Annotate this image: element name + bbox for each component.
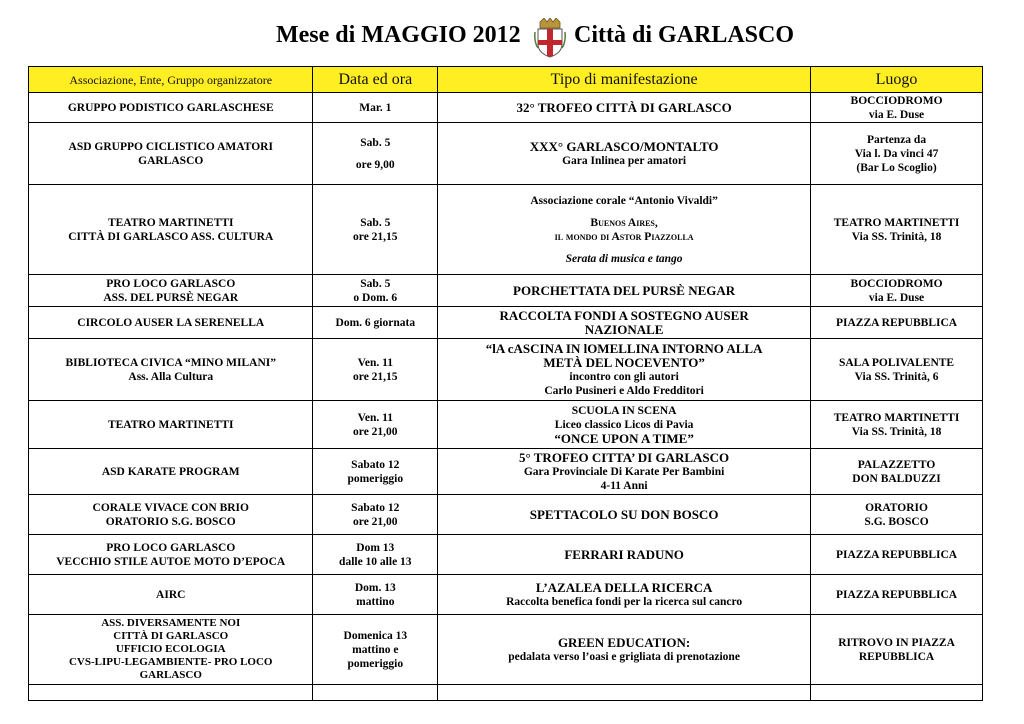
event-cell: [438, 185, 811, 275]
organizer-line: PRO LOCO GARLASCO: [106, 541, 236, 554]
event-line: Buenos Aires,: [590, 216, 658, 229]
event-line: NAZIONALE: [584, 321, 664, 337]
organizer-line: GARLASCO: [139, 669, 202, 681]
event-cell: [438, 307, 811, 339]
date-line: pomeriggio: [347, 657, 404, 670]
organizer-line: CITTÀ DI GARLASCO ASS. CULTURA: [68, 230, 274, 243]
place-line: ORATORIO: [865, 501, 928, 514]
organizer-line: ASD KARATE PROGRAM: [101, 465, 240, 478]
organizer-line: TEATRO MARTINETTI: [107, 418, 234, 431]
organizer-line: ASS. DIVERSAMENTE NOI: [101, 617, 241, 629]
event-cell: [438, 449, 811, 495]
organizer-cell: [29, 575, 313, 615]
organizer-line: Ass. Alla Cultura: [128, 370, 214, 383]
date-line: mattino: [356, 595, 395, 608]
table-row: [29, 307, 983, 339]
organizer-line: BIBLIOTECA CIVICA “MINO MILANI”: [65, 356, 277, 369]
organizer-line: AIRC: [156, 588, 186, 601]
organizer-line: GRUPPO PODISTICO GARLASCHESE: [67, 101, 274, 114]
date-line: pomeriggio: [347, 472, 404, 485]
empty-cell: [438, 685, 811, 701]
date-cell: [313, 535, 438, 575]
organizer-cell: [29, 495, 313, 535]
date-line: Sabato 12: [351, 458, 400, 471]
table-row: [29, 401, 983, 449]
event-line: METÀ DEL NOCEVENTO”: [543, 354, 705, 370]
event-cell: [438, 339, 811, 401]
place-cell: [811, 449, 983, 495]
organizer-line: CIRCOLO AUSER LA SERENELLA: [77, 316, 265, 329]
event-line: pedalata verso l’oasi e grigliata di prenotazione: [508, 650, 740, 663]
events-table: [28, 66, 983, 701]
table-row: [29, 185, 983, 275]
organizer-line: ASD GRUPPO CICLISTICO AMATORI: [68, 140, 273, 153]
table-row: [29, 93, 983, 123]
date-line: ore 21,00: [353, 515, 398, 528]
column-header-organizer: Associazione, Ente, Gruppo organizzatore: [29, 67, 313, 93]
organizer-line: GARLASCO: [138, 154, 204, 167]
date-cell: [313, 93, 438, 123]
event-line: L’AZALEA DELLA RICERCA: [535, 579, 713, 595]
event-cell: [438, 401, 811, 449]
date-line: Sab. 5: [360, 136, 391, 149]
event-line: Raccolta benefica fondi per la ricerca sul cancro: [506, 595, 743, 608]
date-cell: [313, 307, 438, 339]
organizer-line: CVS-LIPU-LEGAMBIENTE- PRO LOCO: [68, 656, 273, 668]
date-line: o Dom. 6: [353, 291, 398, 304]
place-cell: [811, 535, 983, 575]
event-line: 32° TROFEO CITTÀ DI GARLASCO: [516, 99, 732, 115]
table-row: [29, 449, 983, 495]
event-line: Liceo classico Licos di Pavia: [554, 418, 694, 431]
table-row: [29, 495, 983, 535]
organizer-cell: [29, 185, 313, 275]
date-line: Dom. 13: [354, 581, 396, 594]
table-row: [29, 615, 983, 685]
event-cell: [438, 275, 811, 307]
event-line: il mondo di Astor Piazzolla: [554, 230, 694, 243]
organizer-cell: [29, 535, 313, 575]
place-cell: [811, 615, 983, 685]
page-header: [0, 18, 1024, 58]
table-row: [29, 339, 983, 401]
place-cell: [811, 401, 983, 449]
event-line: Gara Provinciale Di Karate Per Bambini: [523, 465, 725, 478]
organizer-cell: [29, 275, 313, 307]
place-line: PIAZZA REPUBBLICA: [835, 588, 958, 601]
place-line: PIAZZA REPUBBLICA: [835, 548, 958, 561]
event-cell: [438, 575, 811, 615]
place-line: SALA POLIVALENTE: [838, 356, 955, 369]
date-cell: [313, 123, 438, 185]
organizer-cell: [29, 615, 313, 685]
place-cell: [811, 575, 983, 615]
organizer-cell: [29, 401, 313, 449]
date-line: Mar. 1: [359, 101, 392, 114]
organizer-line: ASS. DEL PURSÈ NEGAR: [103, 291, 239, 304]
event-line: FERRARI RADUNO: [564, 546, 684, 562]
organizer-cell: [29, 449, 313, 495]
date-line: ore 21,15: [353, 230, 398, 243]
event-line: “ONCE UPON A TIME”: [554, 430, 694, 446]
event-line: Serata di musica e tango: [565, 252, 683, 265]
table-row: [29, 275, 983, 307]
event-line: RACCOLTA FONDI A SOSTEGNO AUSER: [499, 307, 749, 323]
organizer-line: CITTÀ DI GARLASCO: [113, 630, 229, 642]
event-line: Gara Inlinea per amatori: [562, 154, 687, 167]
place-cell: [811, 495, 983, 535]
place-line: via E. Duse: [868, 108, 925, 121]
event-cell: [438, 123, 811, 185]
event-cell: [438, 495, 811, 535]
empty-row: [29, 685, 983, 701]
organizer-line: CORALE VIVACE CON BRIO: [92, 501, 249, 514]
event-cell: [438, 93, 811, 123]
place-line: TEATRO MARTINETTI: [833, 411, 960, 424]
organizer-cell: [29, 339, 313, 401]
place-line: (Bar Lo Scoglio): [856, 161, 937, 174]
date-line: Sab. 5: [360, 216, 391, 229]
date-cell: [313, 401, 438, 449]
date-cell: [313, 495, 438, 535]
empty-cell: [29, 685, 313, 701]
date-cell: [313, 275, 438, 307]
organizer-line: PRO LOCO GARLASCO: [106, 277, 236, 290]
event-line: GREEN EDUCATION:: [557, 634, 691, 650]
place-line: Partenza da: [866, 133, 927, 146]
place-line: Via l. Da vinci 47: [854, 147, 939, 160]
event-cell: [438, 615, 811, 685]
event-line: 5° TROFEO CITTA’ DI GARLASCO: [519, 449, 730, 465]
place-line: PALAZZETTO: [857, 458, 936, 471]
date-cell: [313, 185, 438, 275]
column-header-event: Tipo di manifestazione: [438, 67, 811, 93]
date-line: ore 21,15: [353, 370, 398, 383]
coat-of-arms-icon: [534, 18, 566, 58]
place-line: Via SS. Trinità, 18: [851, 230, 942, 243]
table-row: [29, 123, 983, 185]
event-line: SPETTACOLO SU DON BOSCO: [529, 506, 719, 522]
date-line: mattino e: [352, 643, 399, 656]
place-line: BOCCIODROMO: [850, 94, 943, 107]
place-line: PIAZZA REPUBBLICA: [835, 316, 958, 329]
organizer-cell: [29, 307, 313, 339]
event-line: SCUOLA IN SCENA: [571, 404, 677, 417]
page-subtitle: Città di GARLASCO: [574, 22, 795, 48]
event-line: PORCHETTATA DEL PURSÈ NEGAR: [513, 282, 736, 298]
date-cell: [313, 449, 438, 495]
event-line: Carlo Pusineri e Aldo Fredditori: [544, 384, 704, 397]
date-cell: [313, 339, 438, 401]
place-cell: [811, 93, 983, 123]
column-header-date: Data ed ora: [313, 67, 438, 93]
organizer-cell: [29, 93, 313, 123]
date-line: ore 21,00: [353, 425, 398, 438]
column-header-place: Luogo: [811, 67, 983, 93]
table-row: [29, 535, 983, 575]
place-cell: [811, 339, 983, 401]
place-cell: [811, 307, 983, 339]
organizer-line: TEATRO MARTINETTI: [107, 216, 234, 229]
date-line: Ven. 11: [357, 411, 393, 424]
date-line: Dom 13: [356, 541, 395, 554]
date-line: Sabato 12: [351, 501, 400, 514]
place-line: BOCCIODROMO: [850, 277, 943, 290]
place-cell: [811, 185, 983, 275]
place-cell: [811, 275, 983, 307]
organizer-line: UFFICIO ECOLOGIA: [115, 643, 226, 655]
date-line: Ven. 11: [357, 356, 393, 369]
event-line: “lA cASCINA IN lOMELLINA INTORNO ALLA: [485, 340, 763, 356]
place-line: via E. Duse: [868, 291, 925, 304]
place-line: Via SS. Trinità, 6: [854, 370, 939, 383]
date-cell: [313, 575, 438, 615]
empty-cell: [811, 685, 983, 701]
date-line: Domenica 13: [343, 629, 408, 642]
organizer-line: VECCHIO STILE AUTOE MOTO D’EPOCA: [56, 555, 286, 568]
place-line: REPUBBLICA: [858, 650, 935, 663]
place-line: TEATRO MARTINETTI: [833, 216, 960, 229]
organizer-line: ORATORIO S.G. BOSCO: [105, 515, 236, 528]
table-row: [29, 575, 983, 615]
table-header-row: [29, 67, 983, 93]
place-cell: [811, 123, 983, 185]
place-line: S.G. BOSCO: [864, 515, 929, 528]
event-line: XXX° GARLASCO/MONTALTO: [529, 138, 719, 154]
event-line: incontro con gli autori: [569, 370, 679, 383]
place-line: DON BALDUZZI: [852, 472, 941, 485]
event-cell: [438, 535, 811, 575]
empty-cell: [313, 685, 438, 701]
place-line: Via SS. Trinità, 18: [851, 425, 942, 438]
date-line: dalle 10 alle 13: [339, 555, 412, 568]
event-line: Associazione corale “Antonio Vivaldi”: [530, 194, 718, 207]
date-line: Sab. 5: [360, 277, 391, 290]
organizer-cell: [29, 123, 313, 185]
page-title: Mese di MAGGIO 2012: [276, 22, 521, 48]
event-line: 4-11 Anni: [600, 479, 648, 492]
place-line: RITROVO IN PIAZZA: [838, 636, 955, 649]
date-line: Dom. 6 giornata: [335, 316, 416, 329]
date-cell: [313, 615, 438, 685]
date-line: ore 9,00: [355, 158, 395, 171]
